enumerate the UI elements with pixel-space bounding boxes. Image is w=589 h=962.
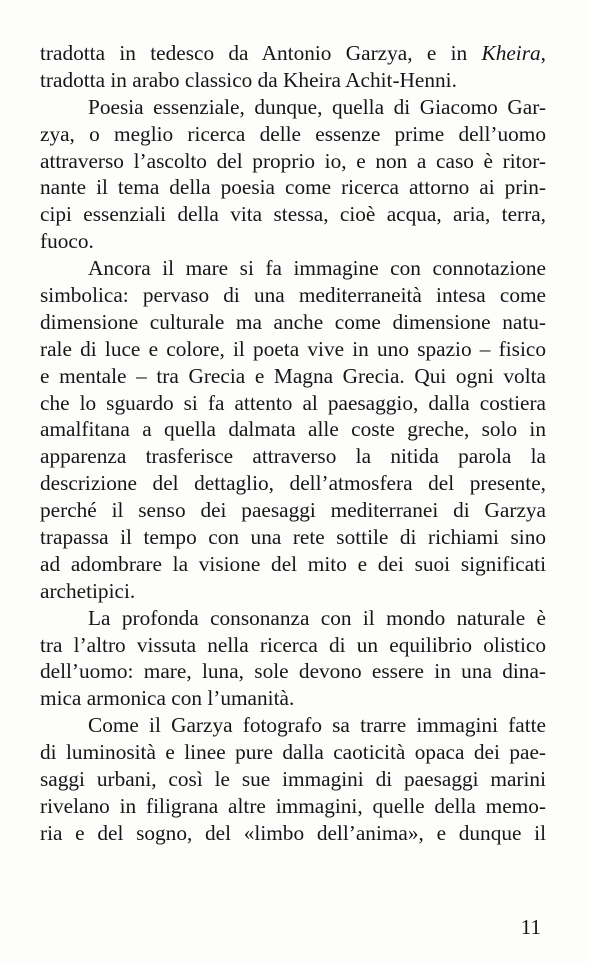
text-line: nante il tema della poesia come ricerca attorno ai prin- (40, 175, 546, 200)
text-line: ria e del sogno, del «limbo dell’anima», e dunque il (40, 820, 546, 845)
text-line: fuoco. (40, 229, 94, 254)
text-line: e mentale – tra Grecia e Magna Grecia. Qui ogni volta (40, 363, 546, 388)
text-line: di luminosità e linee pure dalla caoticità opaca dei pae- (40, 740, 546, 765)
text-line: La profonda consonanza con il mondo naturale è (88, 605, 546, 630)
text-line: ad adombrare la visione del mito e dei suoi significati (40, 551, 546, 576)
paragraph (40, 712, 546, 846)
text-line: archetipici. (40, 578, 136, 603)
text-line: attraverso l’ascolto del proprio io, e non a caso è ritor- (40, 148, 546, 173)
text-line: tradotta in tedesco da Antonio Garzya, e in Kheira, (40, 41, 546, 65)
text-line: rivelano in filigrana altre immagini, quelle della memo- (40, 793, 546, 818)
text-line: perché il senso dei paesaggi mediterranei di Garzya (40, 498, 546, 523)
paragraph (40, 40, 546, 94)
text-line: zya, o meglio ricerca delle essenze prime dell’uomo (40, 121, 546, 146)
text-line: amalfitana a quella dalmata alle coste greche, solo in (40, 417, 546, 442)
page-number: 11 (520, 915, 541, 939)
text-line: rale di luce e colore, il poeta vive in uno spazio – fisico (40, 336, 546, 361)
text-line: trapassa il tempo con una rete sottile di richiami sino (40, 525, 546, 550)
text-line: tra l’altro vissuta nella ricerca di un equilibrio olistico (40, 632, 546, 657)
body-text (40, 40, 546, 847)
paragraph (40, 605, 546, 713)
text-line: Poesia essenziale, dunque, quella di Giacomo Gar- (88, 94, 546, 119)
text-line: che lo sguardo si fa attento al paesaggio, dalla costiera (40, 390, 546, 415)
text-line: dell’uomo: mare, luna, sole devono essere in una dina- (40, 659, 546, 684)
paragraph (40, 94, 546, 255)
paragraph (40, 255, 546, 605)
text-line: mica armonica con l’umanità. (40, 686, 295, 711)
text-line: descrizione del dettaglio, dell’atmosfera del presente, (40, 471, 546, 496)
text-line: tradotta in arabo classico da Kheira Achit-Henni. (40, 67, 457, 92)
text-line: saggi urbani, così le sue immagini di paesaggi marini (40, 767, 546, 792)
text-line: apparenza trasferisce attraverso la nitida parola la (40, 444, 546, 469)
text-line: Come il Garzya fotografo sa trarre immagini fatte (88, 713, 546, 738)
text-line: simbolica: pervaso di una mediterraneità intesa come (40, 283, 546, 308)
text-line: Ancora il mare si fa immagine con connotazione (88, 256, 546, 281)
text-line: cipi essenziali della vita stessa, cioè acqua, aria, terra, (40, 202, 546, 227)
text-line: dimensione culturale ma anche come dimensione natu- (40, 309, 546, 334)
